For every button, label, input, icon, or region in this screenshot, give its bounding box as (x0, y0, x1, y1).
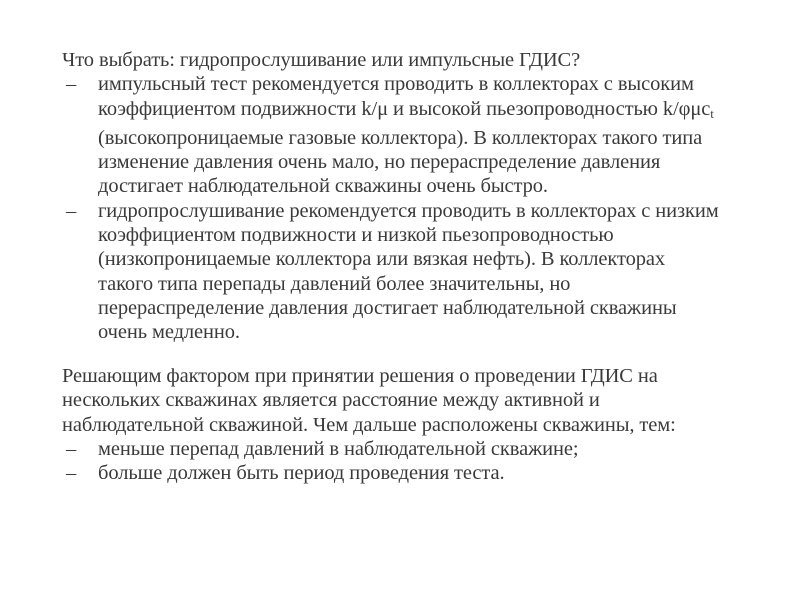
text-line: коэффициентом подвижности и низкой пьезопроводностью (98, 224, 614, 247)
paragraph-deciding-factor (62, 364, 762, 437)
text-line: больше должен быть период проведения теста. (98, 462, 505, 485)
text-line: такого типа перепады давлений более значительны, но (98, 272, 571, 295)
text-line: Решающим фактором при принятии решения о проведении ГДИС на (62, 365, 658, 387)
bullet-dash: – (66, 73, 77, 96)
text-line: (низкопроницаемые коллектора или вязкая нефть). В коллекторах (98, 248, 666, 271)
text-line (98, 97, 762, 126)
section-deciding-factor (62, 364, 762, 485)
bullet-impulse-test (62, 72, 762, 198)
text-line: достигает наблюдательной скважины очень быстро. (98, 175, 548, 198)
text-line: наблюдательной скважиной. Чем дальше расположены скважины, тем: (62, 413, 676, 436)
text-line: перераспределение давления достигает наблюдательной скважины (98, 296, 677, 319)
bullet-smaller-pressure-drop (62, 437, 762, 461)
bullet-list-consequences (62, 437, 762, 486)
bullet-list-methods (62, 72, 762, 344)
text-line-main: коэффициентом подвижности k/μ и высокой пьезопроводностью k/φμc (98, 97, 711, 120)
bullet-dash: – (66, 462, 77, 485)
slide-heading: Что выбрать: гидропрослушивание или импульсные ГДИС? (62, 49, 581, 71)
text-line: гидропрослушивание рекомендуется проводить в коллекторах с низким (98, 199, 719, 222)
bullet-longer-test-period (62, 461, 762, 485)
subscript-t: t (710, 105, 714, 121)
text-line: (высокопроницаемые газовые коллектора). В коллекторах такого типа (98, 126, 703, 149)
text-line: нескольких скважинах является расстояние между активной и (62, 389, 600, 412)
text-line: меньше перепад давлений в наблюдательной скважине; (98, 437, 579, 460)
section-choice (62, 48, 762, 345)
bullet-dash: – (66, 199, 77, 222)
bullet-interference-test (62, 199, 762, 345)
text-line: очень медленно. (98, 321, 240, 344)
text-line: изменение давления очень мало, но перераспределение давления (98, 151, 661, 174)
bullet-dash: – (66, 437, 77, 460)
text-line: импульсный тест рекомендуется проводить в коллекторах с высоким (98, 73, 694, 96)
